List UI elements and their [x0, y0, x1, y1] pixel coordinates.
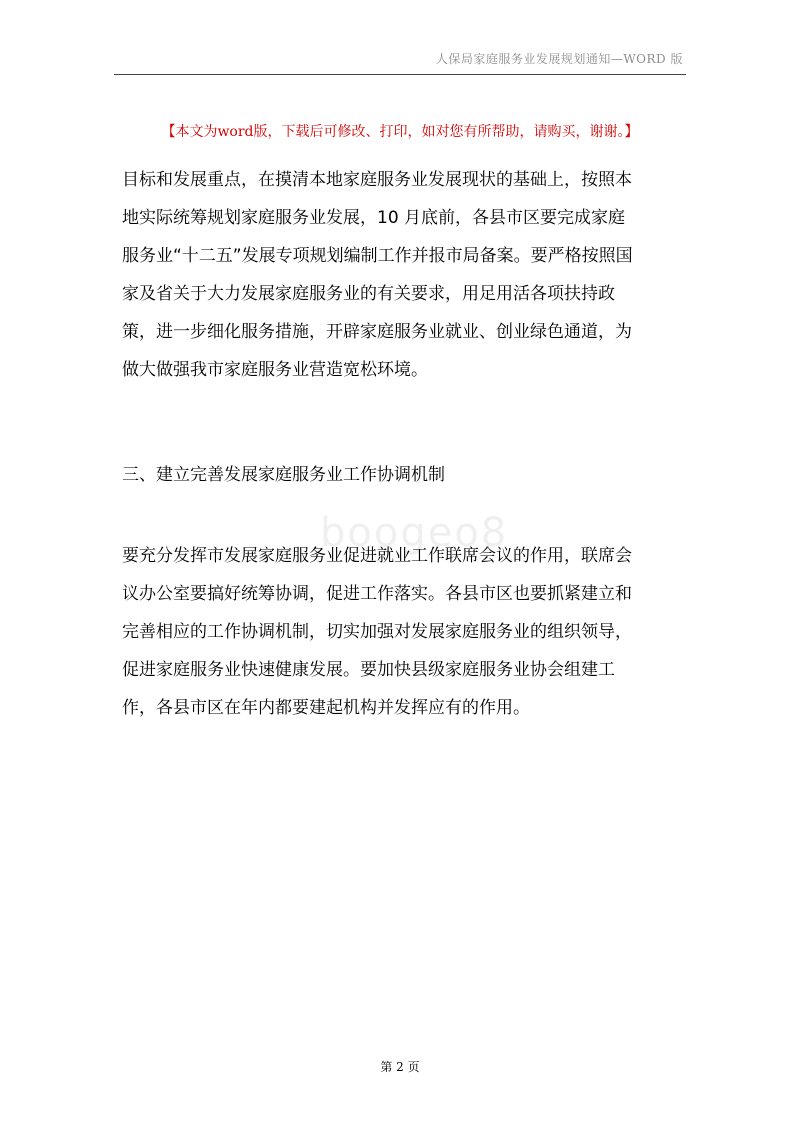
watermark: boogeo8 — [320, 510, 509, 556]
paragraph-line: 服务业“十二五”发展专项规划编制工作并报市局备案。要严格按照国 — [122, 246, 633, 266]
header-divider — [114, 74, 686, 75]
paragraph-line: 目标和发展重点，在摸清本地家庭服务业发展现状的基础上，按照本 — [122, 170, 632, 190]
paragraph-line: 议办公室要搞好统筹协调，促进工作落实。各县市区也要抓紧建立和 — [122, 584, 632, 604]
paragraph-2 — [122, 537, 702, 727]
page-number: 第 2 页 — [380, 1060, 420, 1074]
paragraph-line: 策，进一步细化服务措施，开辟家庭服务业就业、创业绿色通道，为 — [122, 322, 632, 342]
paragraph-line: 完善相应的工作协调机制，切实加强对发展家庭服务业的组织领导， — [122, 622, 632, 642]
paragraph-line: 要充分发挥市发展家庭服务业促进就业工作联席会议的作用，联席会 — [122, 546, 632, 566]
purchase-notice: 【本文为word版，下载后可修改、打印，如对您有所帮助，请购买，谢谢。】 — [161, 124, 639, 140]
section-heading: 三、建立完善发展家庭服务业工作协调机制 — [122, 465, 445, 485]
paragraph-1 — [122, 161, 702, 389]
paragraph-line: 促进家庭服务业快速健康发展。要加快县级家庭服务业协会组建工 — [122, 660, 615, 680]
header-title: 人保局家庭服务业发展规划通知—WORD 版 — [435, 52, 683, 66]
paragraph-line: 作，各县市区在年内都要建起机构并发挥应有的作用。 — [122, 698, 530, 718]
paragraph-line: 家及省关于大力发展家庭服务业的有关要求，用足用活各项扶持政 — [122, 284, 615, 304]
paragraph-line: 做大做强我市家庭服务业营造宽松环境。 — [122, 360, 428, 380]
paragraph-line: 地实际统筹规划家庭服务业发展，10 月底前，各县市区要完成家庭 — [122, 208, 626, 228]
